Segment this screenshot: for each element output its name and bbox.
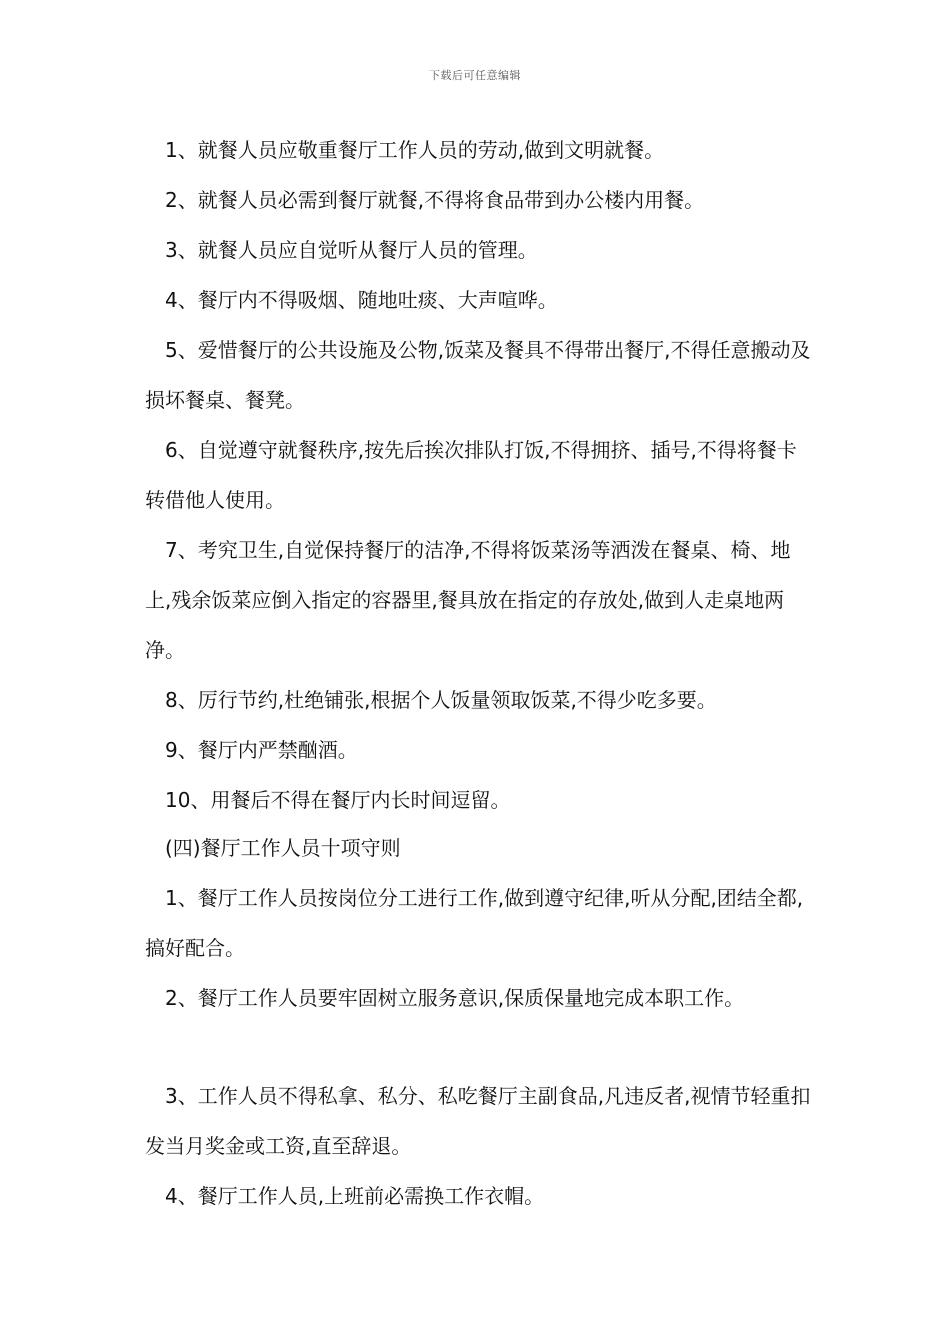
- rule-paragraph: [145, 225, 813, 275]
- paragraph-text: 6、自觉遵守就餐秩序,按先后挨次排队打饭,不得拥挤、插号,不得将餐卡转借他人使用。: [145, 438, 797, 512]
- paragraph-text: 8、厉行节约,杜绝铺张,根据个人饭量领取饭菜,不得少吃多要。: [165, 688, 717, 712]
- paragraph-text: 3、工作人员不得私拿、私分、私吃餐厅主副食品,凡违反者,视情节轻重扣发当月奖金或工资,直至辞退。: [145, 1084, 811, 1158]
- rule-paragraph: [145, 325, 813, 425]
- header-note: 下载后可任意编辑: [429, 69, 521, 82]
- rule-paragraph: [145, 175, 813, 225]
- section-heading: [145, 823, 813, 873]
- paragraph-text: 9、餐厅内严禁酗酒。: [165, 738, 358, 762]
- section-heading-text: (四)餐厅工作人员十项守则: [165, 836, 401, 860]
- rule-paragraph: [145, 1171, 813, 1221]
- paragraph-text: 4、餐厅工作人员,上班前必需换工作衣帽。: [165, 1184, 545, 1208]
- rule-paragraph: [145, 775, 813, 825]
- rule-paragraph: [145, 125, 813, 175]
- rule-paragraph: [145, 873, 813, 973]
- rule-paragraph: [145, 725, 813, 775]
- paragraph-text: 5、爱惜餐厅的公共设施及公物,饭菜及餐具不得带出餐厅,不得任意搬动及损坏餐桌、餐凳。: [145, 338, 811, 412]
- rule-paragraph: [145, 675, 813, 725]
- paragraph-text: 2、餐厅工作人员要牢固树立服务意识,保质保量地完成本职工作。: [165, 986, 745, 1010]
- paragraph-text: 1、就餐人员应敬重餐厅工作人员的劳动,做到文明就餐。: [165, 138, 665, 162]
- paragraph-text: 7、考究卫生,自觉保持餐厅的洁净,不得将饭菜汤等洒泼在餐桌、椅、地上,残余饭菜应倒入指定的容器里,餐具放在指定的存放处,做到人走桌地两净。: [145, 538, 791, 662]
- rule-paragraph: [145, 973, 813, 1023]
- paragraph-text: 10、用餐后不得在餐厅内长时间逗留。: [165, 788, 511, 812]
- paragraph-text: 2、就餐人员必需到餐厅就餐,不得将食品带到办公楼内用餐。: [165, 188, 705, 212]
- paragraph-text: 1、餐厅工作人员按岗位分工进行工作,做到遵守纪律,听从分配,团结全都,搞好配合。: [145, 886, 804, 960]
- rule-paragraph: [145, 525, 813, 675]
- rule-paragraph: [145, 1071, 813, 1171]
- rule-paragraph: [145, 425, 813, 525]
- paragraph-text: 4、餐厅内不得吸烟、随地吐痰、大声喧哗。: [165, 288, 558, 312]
- paragraph-text: 3、就餐人员应自觉听从餐厅人员的管理。: [165, 238, 538, 262]
- rule-paragraph: [145, 275, 813, 325]
